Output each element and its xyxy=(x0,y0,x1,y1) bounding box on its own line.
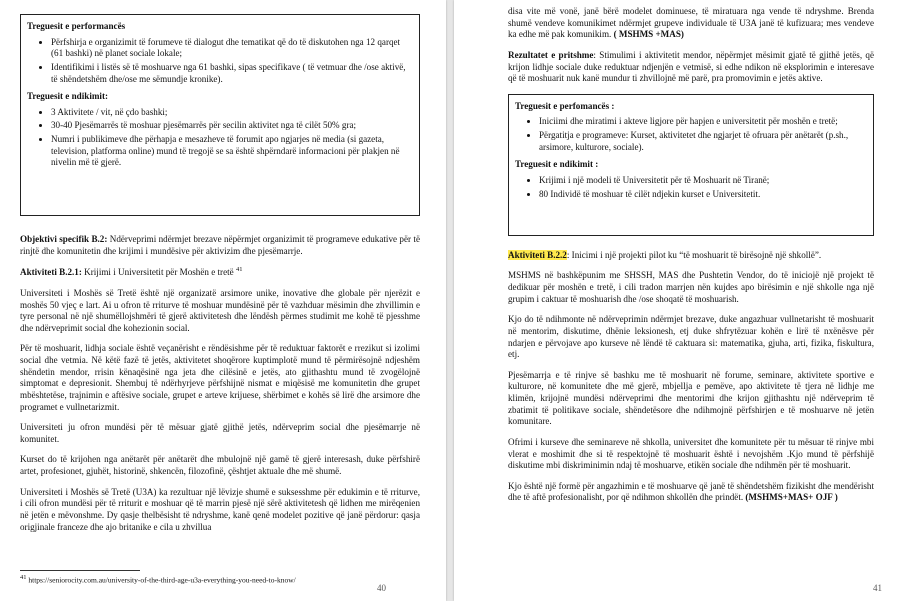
activity-label: Aktiviteti B.2.2 xyxy=(508,249,567,260)
body-paragraph: Pjesëmarrja e të rinjve së bashku me të moshuarit në forume, seminare, aktivitete sportive e kulturore, në komunitete dhe më gjerë, mbjellja e pemëve, apo aktivitete të tjera në lidhje me klimën, krijojnë mundësi ndërveprimi dhe mentorimi dhe krijon gjithashtu një ndërveprim të zbatimit të politikave sociale, shëndetësore dhe ndihmojnë përfshirjen e të moshuarve në jetën komunitare. xyxy=(508,369,874,427)
footnote-link[interactable]: https://seniorocity.com.au/university-of-the-third-age-u3a-everything-you-need-to-know/ xyxy=(26,575,296,585)
performance-indicators-list xyxy=(515,116,867,153)
objective-paragraph xyxy=(20,234,420,257)
body-paragraph: Universiteti i Moshës së Tretë (U3A) ka rezultuar një lëvizje shumë e suksesshme për edukimin e të rriturve, i cili ofron mundësi për të rriturit e moshuar që të marrin pjesë një sërë aktivitetesh që lidhen me mirëqenien në jetën e mëvonshme. Dy qasje thelbësisht të ndryshme, kanë qenë modelet pozitive që janë përdorur: qasja origjinale franceze dhe ajo britanike e cila u zhvillua xyxy=(20,486,420,532)
footnote-number: 41 xyxy=(20,574,27,581)
performance-indicators-title: Treguesit e perfomancës : xyxy=(515,100,615,111)
indicators-box xyxy=(508,94,874,236)
intro-paragraph xyxy=(508,6,874,41)
document-page-left xyxy=(0,0,446,601)
list-item: • 30-40 Pjesëmarrës të moshuar pjesëmarrës për secilin aktivitet nga të cilët 50% gra; xyxy=(51,120,413,132)
impact-indicators-list xyxy=(515,175,867,200)
body-paragraph: Kurset do të krijohen nga anëtarët për anëtarët dhe mbulojnë një gamë të gjerë interesash, duke përfshirë artet, profesionet, gjuhët, historinë, shkencën, filozofinë, çështjet aktuale dhe më shumë. xyxy=(20,454,420,477)
list-item: • Krijimi i një modeli të Universitetit për të Moshuarit në Tiranë; xyxy=(539,175,867,187)
closing-source: (MSHMS+MAS+ OJF ) xyxy=(743,492,838,503)
intro-source: ( MSHMS +MAS) xyxy=(611,29,684,40)
closing-text: Kjo është një formë për angazhimin e të moshuarve që janë të shëndetshëm fizikisht dhe mendërisht dhe të aftë profesionalisht, por që ndihmon shkollën dhe prindët. xyxy=(508,480,874,503)
footnote-ref[interactable]: 41 xyxy=(235,266,243,274)
expected-results-label: Rezultatet e pritshme xyxy=(508,49,594,60)
expected-results-text: : Stimulimi i aktivitetit mendor, nëpërmjet mësimit gjatë të gjithë jetës, që krijon lidhje sociale duke reduktuar ndjenjën e vetmisë, si edhe ndikon në eksplorimin e interesave që të moshuarit nuk kanë mundur ti zhvillojnë më parë, pra promovimin e jetës aktive. xyxy=(508,49,874,84)
page-number: 40 xyxy=(377,583,386,594)
list-item: • Numri i publikimeve dhe përhapja e mesazheve të forumit apo ngjarjes në media (si gazeta, television, platforma online) mund të tregojë se sa është shpërndarë informacioni për plakjen në nivelin më të gjerë. xyxy=(51,134,413,169)
list-item: • Iniciimi dhe miratimi i akteve ligjore për hapjen e universitetit për moshën e tretë; xyxy=(539,116,867,128)
body-paragraph: Universiteti ju ofron mundësi për të mësuar gjatë gjithë jetës, ndërveprim social dhe pjesëmarrje në komunitet. xyxy=(20,422,420,444)
list-item: • 3 Aktivitete / vit, në çdo bashki; xyxy=(51,107,413,119)
performance-indicators-title: Treguesit e performancës xyxy=(27,21,126,31)
activity-heading xyxy=(20,266,420,279)
footnote-area xyxy=(20,570,420,585)
activity-text: Krijimi i Universitetit për Moshën e tretë xyxy=(81,267,236,278)
list-item: • Përgatitja e programeve: Kurset, aktivitetet dhe ngjarjet të ofruara për anëtarët (p.sh., arsimore, kulturore, sociale). xyxy=(539,130,867,153)
body-paragraph: Kjo do të ndihmonte në ndërveprimin ndërmjet brezave, duke angazhuar vullnetarisht të moshuarit në mentorim, diskutime, dhënie leksionesh, etj duke shfrytëzuar kohën e lirë të nxënësve për ndarjen e përvojave apo kurseve në lëndë të caktuara si: matematika, gjuha, arti, fizika, fiskultura, etj. xyxy=(508,314,874,360)
closing-paragraph xyxy=(508,481,874,504)
impact-indicators-list xyxy=(27,107,413,169)
objective-text: Ndërveprimi ndërmjet brezave nëpërmjet organizimit të programeve edukative për të rinjtë dhe komunitetin dhe krijimi i mundësive për aktivizim dhe pjesëmarrje. xyxy=(20,234,420,256)
performance-indicators-list xyxy=(27,37,413,86)
activity-text: : Inicimi i një projekti pilot ku “të moshuarit të birësojnë një shkollë”. xyxy=(566,249,822,260)
body-paragraph: Universiteti i Moshës së Tretë është një organizatë arsimore unike, inovative dhe globale për njerëzit e moshës 50 vjeç e lart. Ai u ofron të rriturve të moshuar mundësinë për të vazhduar mësimin dhe zhvillimin e tyre personal në një shumëllojshmëri të gjerë aktivitetesh dhe lëndësh përmes studimit me kohë të pjesshme dhe ndërveprimit social dhe kohezionin social. xyxy=(20,287,420,333)
list-item: • Identifikimi i listës së të moshuarve nga 61 bashki, sipas specifikave ( të vetmuar dhe /ose aktivë, të shëndetshëm dhe/ose me sëmundje kronike). xyxy=(51,62,413,85)
impact-indicators-title: Treguesit e ndikimit : xyxy=(515,159,599,170)
body-paragraph: Ofrimi i kurseve dhe seminareve në shkolla, universitet dhe komunitete për tu mësuar të rinjve mbi vlerat e moshimit dhe si të respektojnë të moshuarit është i nevojshëm .Kjo mund të përfshijë diskutime mbi diskriminimin ndaj të moshuarve, etikën sociale dhe ndihmën për të moshuarit. xyxy=(508,436,874,471)
list-item: • Përfshirja e organizimit të forumeve të dialogut dhe tematikat që do të diskutohen nga 12 qarqet (61 bashki) në planet sociale lokale; xyxy=(51,37,413,60)
expected-results-paragraph xyxy=(508,50,874,85)
footnote-divider xyxy=(20,570,140,571)
body-paragraph: Për të moshuarit, lidhja sociale është veçanërisht e rëndësishme për të reduktuar faktorët e rrezikut si izolimi social dhe vetmia. Në këtë fazë të jetës, aktivitetet shoqërore kuptimplotë mund të përmirësojnë ndjeshëm shëndetin mendor, rrisin kënaqësinë nga jeta dhe cilësinë e jetës, ato gjithashtu mund të zvogëlojnë simptomat e depresionit. Shembuj të ndërhyrjeve përfshijnë nismat e miqësisë me komunitetin dhe grupet mbështetëse, trajnimin e aftësive sociale, grupet e arteve krijuese, shërbimet e kohës së lirë dhe arsimore dhe programet e vullnetarizmit. xyxy=(20,343,420,412)
activity-heading xyxy=(508,250,874,262)
footnote xyxy=(20,574,420,585)
activity-label: Aktiviteti B.2.1: xyxy=(20,267,82,278)
page-number: 41 xyxy=(873,583,882,594)
impact-indicators-title: Treguesit e ndikimit: xyxy=(27,91,108,102)
body-paragraph: MSHMS në bashkëpunim me SHSSH, MAS dhe Pushtetin Vendor, do të iniciojë një projekt të dedikuar për moshën e tretë, i cili tradon marrjen nën kujdes apo birësimin e një shkolle nga një grupim i caktuar të moshuarish dhe /ose shoqatë të moshuarish. xyxy=(508,270,874,304)
intro-text: disa vite më vonë, janë bërë modelet dominuese, të miratuara nga vende të ndryshme. Brenda shumë vendeve komunikimet ndërmjet grupeve individuale të U3A janë të kufizuara; mes vendeve ka edhe më pak komunikim. xyxy=(508,6,874,40)
list-item: • 80 Individë të moshuar të cilët ndjekin kurset e Universitetit. xyxy=(539,189,867,201)
document-page-right xyxy=(454,0,900,601)
indicators-box xyxy=(20,14,420,216)
objective-label: Objektivi specifik B.2: xyxy=(20,234,108,244)
